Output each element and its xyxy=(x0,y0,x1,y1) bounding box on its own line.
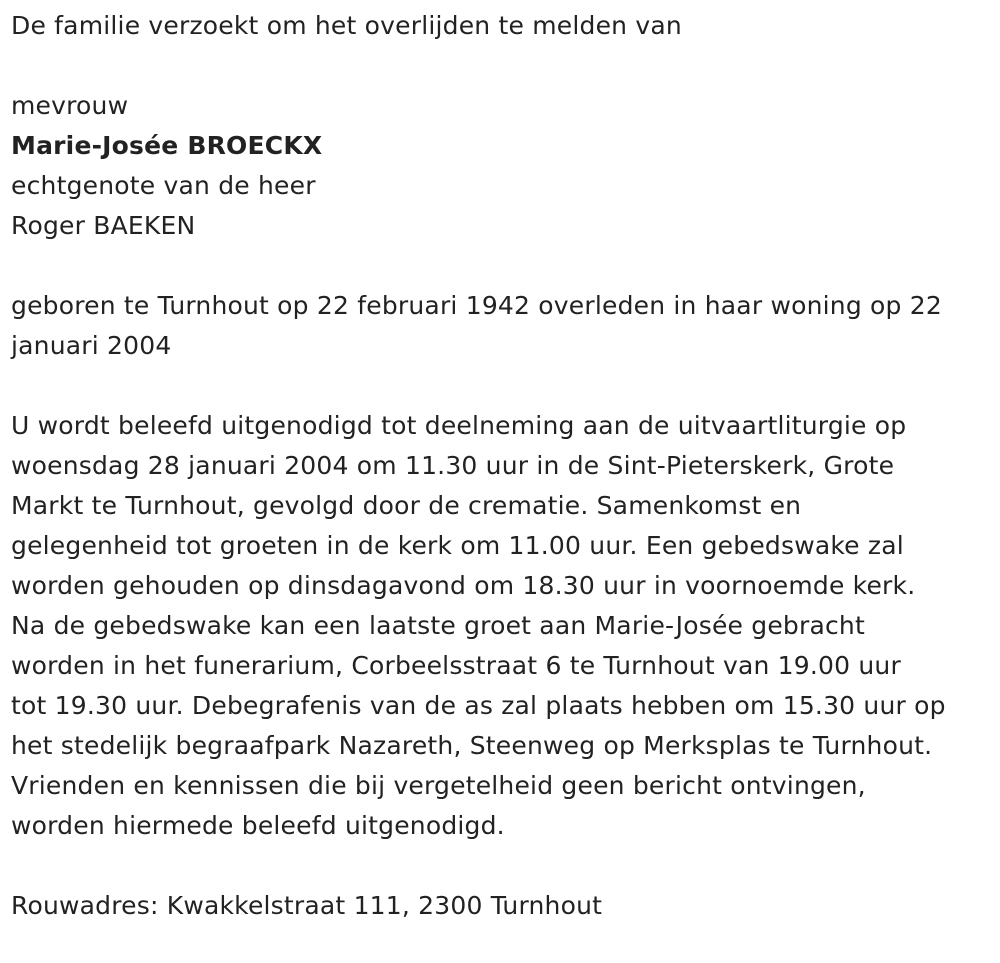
invitation-line: Markt te Turnhout, gevolgd door de crematie. Samenkomst en xyxy=(11,491,802,520)
invitation-line: gelegenheid tot groeten in de kerk om 11.00 uur. Een gebedswake zal xyxy=(11,531,904,560)
invitation-line: woensdag 28 januari 2004 om 11.30 uur in de Sint-Pieterskerk, Grote xyxy=(11,451,895,480)
invitation-line: het stedelijk begraafpark Nazareth, Steenweg op Merksplas te Turnhout. xyxy=(11,731,933,760)
invitation-line: U wordt beleefd uitgenodigd tot deelneming aan de uitvaartliturgie op xyxy=(11,411,907,440)
spacer xyxy=(11,46,996,86)
birth-death-line: geboren te Turnhout op 22 februari 1942 overleden in haar woning op 22 xyxy=(11,291,942,320)
invitation-line: Na de gebedswake kan een laatste groet aan Marie-Josée gebracht xyxy=(11,611,865,640)
invitation-line: worden in het funerarium, Corbeelsstraat 6 te Turnhout van 19.00 uur xyxy=(11,651,901,680)
intro-text: De familie verzoekt om het overlijden te melden van xyxy=(11,11,682,40)
deceased-name: Marie-Josée BROECKX xyxy=(11,131,323,160)
spacer xyxy=(11,366,996,406)
birth-death-line: januari 2004 xyxy=(11,331,172,360)
invitation-line: worden hiermede beleefd uitgenodigd. xyxy=(11,811,505,840)
mourning-address: Rouwadres: Kwakkelstraat 111, 2300 Turnhout xyxy=(11,891,603,920)
spouse-name: Roger BAEKEN xyxy=(11,211,196,240)
invitation-line: worden gehouden op dinsdagavond om 18.30 uur in voornoemde kerk. xyxy=(11,571,916,600)
spacer xyxy=(11,846,996,886)
salutation: mevrouw xyxy=(11,91,129,120)
relation-text: echtgenote van de heer xyxy=(11,171,316,200)
spacer xyxy=(11,246,996,286)
invitation-line: tot 19.30 uur. Debegrafenis van de as zal plaats hebben om 15.30 uur op xyxy=(11,691,946,720)
invitation-line: Vrienden en kennissen die bij vergetelheid geen bericht ontvingen, xyxy=(11,771,866,800)
death-announcement xyxy=(11,6,996,926)
